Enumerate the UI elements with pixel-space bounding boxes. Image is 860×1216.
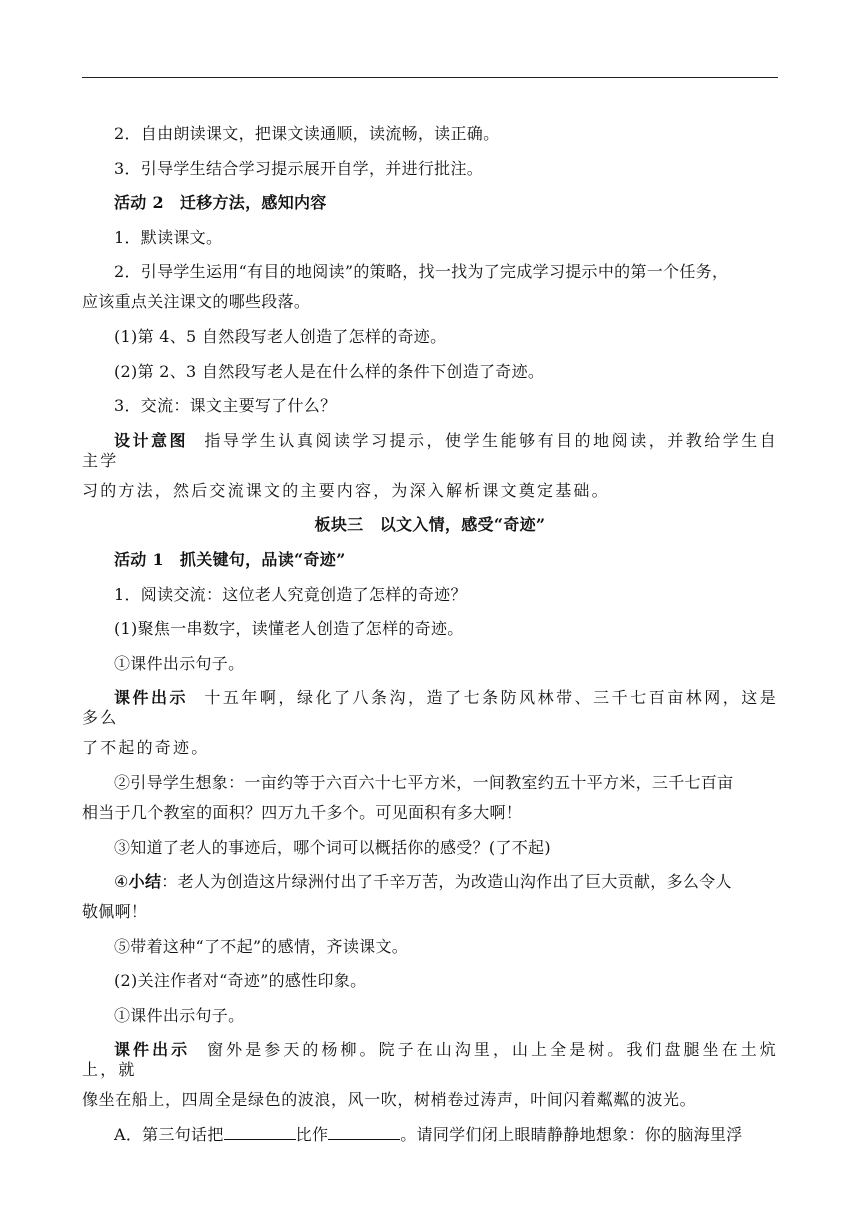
activity-heading: 活动 1 抓关键句，品读“奇迹” [114,549,346,569]
section-title: 板块三 以文入情，感受“奇迹” [314,515,546,535]
header-rule [82,77,778,78]
paragraph: 3．交流：课文主要写了什么？ [114,396,337,416]
courseware-display: 课件出示 十五年啊，绿化了八条沟，造了七条防风林带、三千七百亩林网，这是多么 了不起的奇迹。 [82,688,778,758]
paragraph: 1．默读课文。 [114,227,223,247]
answer-blank[interactable] [224,1125,296,1140]
answer-blank[interactable] [328,1125,400,1140]
paragraph: ①课件出示句子。 [114,1005,245,1025]
paragraph: 1．阅读交流：这位老人究竟创造了怎样的奇迹？ [114,584,467,604]
paragraph: ①课件出示句子。 [114,653,245,673]
paragraph: (1)第 4、5 自然段写老人创造了怎样的奇迹。 [114,326,447,346]
paragraph: (1)聚焦一串数字，读懂老人创造了怎样的奇迹。 [114,619,464,639]
document-body [82,124,778,1160]
activity-heading: 活动 2 迁移方法，感知内容 [114,193,327,213]
paragraph: (2)关注作者对“奇迹”的感性印象。 [114,971,367,991]
paragraph: 2．自由朗读课文，把课文读通顺，读流畅，读正确。 [114,124,500,143]
paragraph: (2)第 2、3 自然段写老人是在什么样的条件下创造了奇迹。 [114,361,545,381]
summary: ④小结：老人为创造这片绿洲付出了千辛万苦，为改造山沟作出了巨大贡献，多么令人 敬佩啊！ [82,872,732,922]
paragraph: 2．引导学生运用“有目的地阅读”的策略，找一找为了完成学习提示中的第一个任务， 应该重点关注课文的哪些段落。 [82,262,729,312]
design-intent: 设计意图 指导学生认真阅读学习提示，使学生能够有目的地阅读，并教给学生自主学 习的方法，然后交流课文的主要内容，为深入解析课文奠定基础。 [82,430,778,500]
paragraph: ②引导学生想象：一亩约等于六百六十七平方米，一间教室约五十平方米，三千七百亩 相当于几个教室的面积？四万九千多个。可见面积有多大啊！ [82,772,734,822]
fill-in-question: A．第三句话把 比作 。请同学们闭上眼睛静静地想象：你的脑海里浮 [114,1125,743,1145]
courseware-display: 课件出示 窗外是参天的杨柳。院子在山沟里，山上全是树。我们盘腿坐在土炕上，就 像坐在船上，四周全是绿色的波浪，风一吹，树梢卷过涛声，叶间闪着粼粼的波光。 [82,1040,778,1110]
paragraph: ⑤带着这种“了不起”的感情，齐读课文。 [114,936,409,956]
paragraph: 3．引导学生结合学习提示展开自学，并进行批注。 [114,158,484,178]
paragraph: ③知道了老人的事迹后，哪个词可以概括你的感受？(了不起) [114,837,551,857]
